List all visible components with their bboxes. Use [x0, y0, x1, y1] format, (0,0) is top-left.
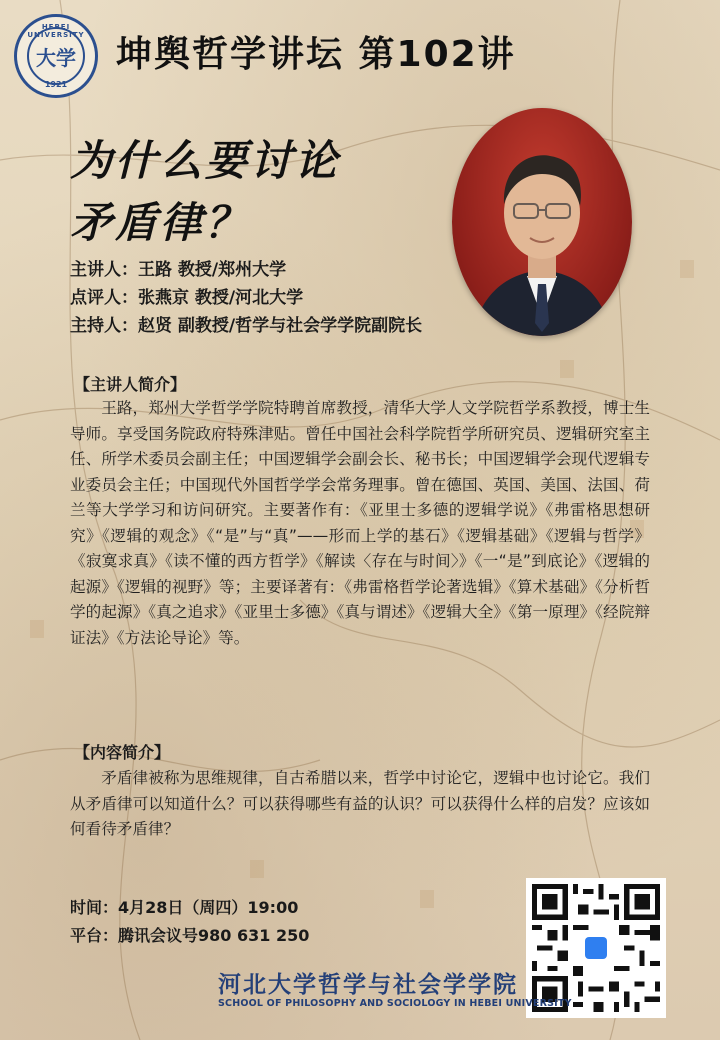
- series-title: 坤舆哲学讲坛 第102讲: [116, 34, 516, 75]
- logo-university-name: HEBEI UNIVERSITY: [27, 23, 85, 39]
- participant-value: 张燕京 教授/河北大学: [138, 288, 304, 308]
- logo-emblem: 大学: [36, 45, 76, 70]
- participant-host: [70, 312, 422, 340]
- participant-role: 主讲人：: [70, 260, 138, 280]
- time-label: 时间：: [70, 898, 119, 917]
- tencent-meeting-icon: [582, 934, 610, 962]
- platform-value: 腾讯会议号980 631 250: [118, 926, 310, 945]
- platform-label: 平台：: [70, 926, 119, 945]
- lecture-title-line1: 为什么要讨论: [70, 136, 341, 185]
- participant-role: 主持人：: [70, 316, 138, 336]
- school-name-cn: 河北大学哲学与社会学学院: [218, 972, 518, 998]
- participant-speaker: [70, 256, 422, 284]
- speaker-intro-text: 王路，郑州大学哲学学院特聘首席教授，清华大学人文学院哲学系教授，博士生导师。享受国务院政府特殊津贴。曾任中国社会科学院哲学所研究员、逻辑研究室主任、所学术委员会副主任；中国逻辑学会副会长、秘书长；中国逻辑学会现代逻辑专业委员会主任；中国现代外国哲学学会常务理事。曾在德国、英国、美国、法国、荷兰等大学学习和访问研究。主要著作有：《亚里士多德的逻辑学说》《弗雷格思想研究》《逻辑的观念》《“是”与“真”——形而上学的基石》《逻辑基础》《逻辑与哲学》《寂寞求真》《读不懂的西方哲学》《解读〈存在与时间〉》《一“是”到底论》《逻辑的起源》《逻辑的视野》等；主要译著有：《弗雷格哲学论著选辑》《算术基础》《分析哲学的起源》《真之追求》《亚里士多德》《真与谓述》《逻辑大全》《第一原理》《经院辩证法》《方法论导论》等。: [70, 399, 650, 647]
- participant-value: 王路 教授/郑州大学: [138, 260, 287, 280]
- meeting-qr-code[interactable]: [526, 878, 666, 1018]
- event-info: [70, 894, 309, 950]
- event-platform: [70, 922, 309, 950]
- participant-value: 赵贤 副教授/哲学与社会学学院副院长: [138, 316, 423, 336]
- speaker-intro-label: 【主讲人简介】: [74, 375, 187, 394]
- participant-reviewer: [70, 284, 422, 312]
- lecture-title-line2: 矛盾律？: [70, 198, 251, 247]
- speaker-portrait-figure: [452, 108, 632, 336]
- speaker-portrait: [452, 108, 632, 336]
- university-logo: [14, 14, 98, 98]
- lecture-title: [70, 130, 340, 254]
- participant-role: 点评人：: [70, 288, 138, 308]
- content-intro-text: 矛盾律被称为思维规律，自古希腊以来，哲学中讨论它，逻辑中也讨论它。我们从矛盾律可以知道什么？可以获得哪些有益的认识？可以获得什么样的启发？应该如何看待矛盾律？: [70, 769, 650, 838]
- school-name-en: SCHOOL OF PHILOSOPHY AND SOCIOLOGY IN HEBEI UNIVERSITY: [218, 998, 572, 1009]
- event-time: [70, 894, 309, 922]
- time-value: 4月28日（周四）19:00: [118, 898, 299, 917]
- logo-year: 1921: [44, 80, 68, 89]
- participants-list: [70, 256, 422, 340]
- content-intro-label: 【内容简介】: [74, 743, 171, 762]
